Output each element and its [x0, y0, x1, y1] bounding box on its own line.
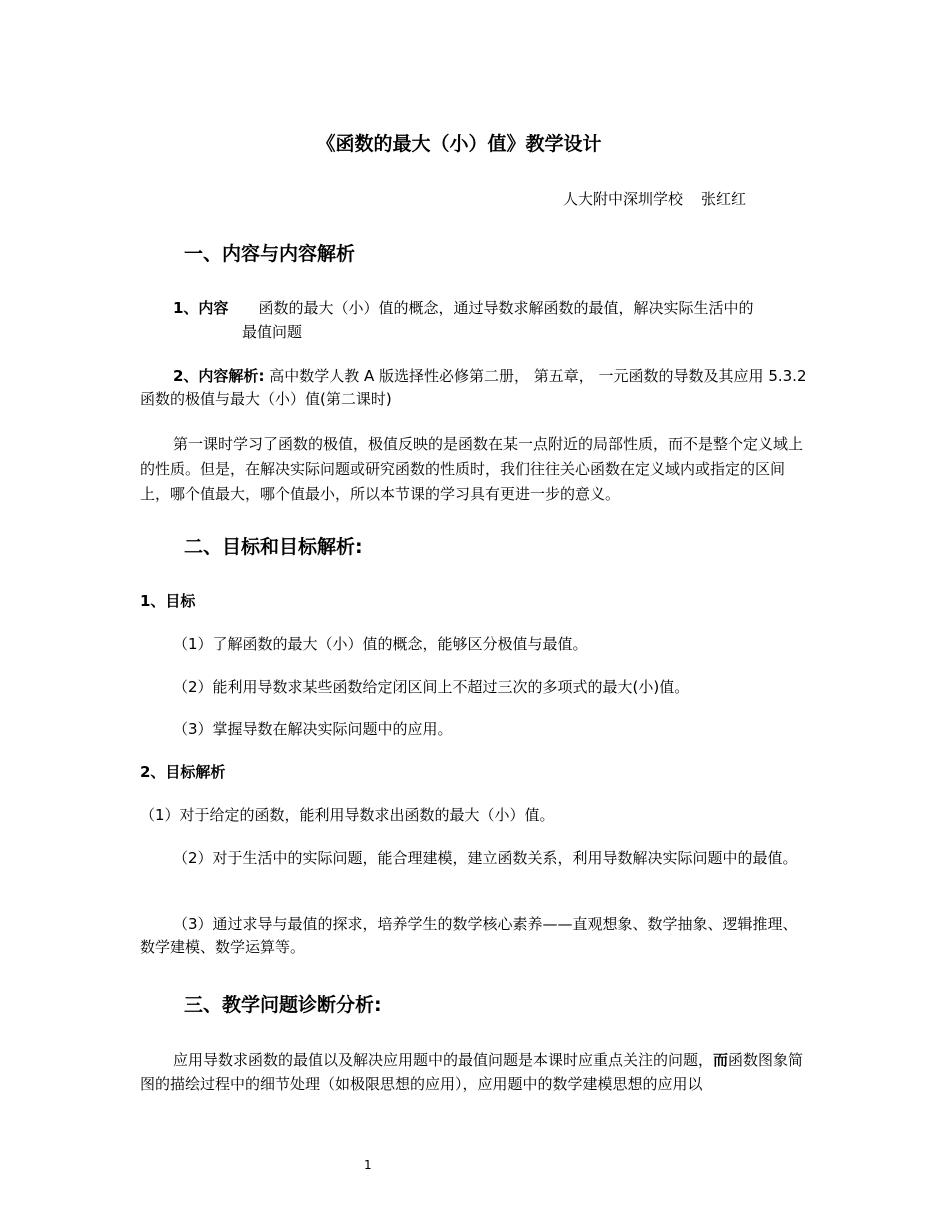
- section3-text: 应用导数求函数的最值以及解决应用题中的最值问题是本课时应重点关注的问题，: [173, 1051, 714, 1069]
- content-text: 函数的最大（小）值的概念，通过导数求解函数的最值，解决实际生活中的: [258, 299, 754, 317]
- section3-heading: 三、教学问题诊断分析:: [184, 994, 382, 1016]
- goal-label: 1、目标: [140, 592, 196, 610]
- document-title: 《函数的最大（小）值》教学设计: [316, 133, 602, 155]
- content-analysis-text: 高中数学人教 A 版选择性必修第二册， 第五章， 一元函数的导数及其应用 5.3.2 函数的极值与最大（小）值(第二课时): [140, 367, 807, 408]
- section3-paragraph: [140, 1048, 810, 1096]
- section1-paragraph: 第一课时学习了函数的极值，极值反映的是函数在某一点附近的局部性质，而不是整个定义域上的性质。但是，在解决实际问题或研究函数的性质时，我们往往关心函数在定义域内或指定的区间上，哪个值最大，哪个值最小，所以本节课的学习具有更进一步的意义。: [140, 435, 804, 503]
- goal-analysis-item: （1）对于给定的函数，能利用导数求出函数的最大（小）值。: [140, 806, 555, 824]
- content-analysis-label: 2、内容解析:: [173, 367, 265, 385]
- goal-item: （1）了解函数的最大（小）值的概念，能够区分极值与最值。: [173, 635, 588, 653]
- section2-heading: 二、目标和目标解析:: [184, 536, 363, 558]
- section3-bold: 而: [713, 1051, 729, 1069]
- goal-analysis-item: （2）对于生活中的实际问题，能合理建模，建立函数关系，利用导数解决实际问题中的最值。: [173, 849, 798, 867]
- goal-item: （3）掌握导数在解决实际问题中的应用。: [173, 720, 453, 738]
- content-text-cont: 最值问题: [242, 323, 303, 341]
- author-school: 人大附中深圳学校: [563, 190, 684, 208]
- content-label: 1、内容: [173, 299, 229, 317]
- section3-text-cont: 函数图象简图的描绘过程中的细节处理（如极限思想的应用），应用题中的数学建模思想的应用以: [140, 1051, 804, 1093]
- goal-analysis-label: 2、目标解析: [140, 763, 226, 781]
- author-line: [563, 188, 746, 210]
- goal-item: （2）能利用导数求某些函数给定闭区间上不超过三次的多项式的最大(小)值。: [173, 678, 690, 696]
- section1-heading: 一、内容与内容解析: [184, 243, 356, 265]
- page-number: 1: [364, 1158, 372, 1172]
- content-item: [173, 297, 753, 320]
- content-analysis: [140, 365, 810, 411]
- goal-analysis-item: （3）通过求导与最值的探求，培养学生的数学核心素养——直观想象、数学抽象、逻辑推理、数学建模、数学运算等。: [140, 915, 798, 956]
- author-name: 张红红: [701, 190, 747, 208]
